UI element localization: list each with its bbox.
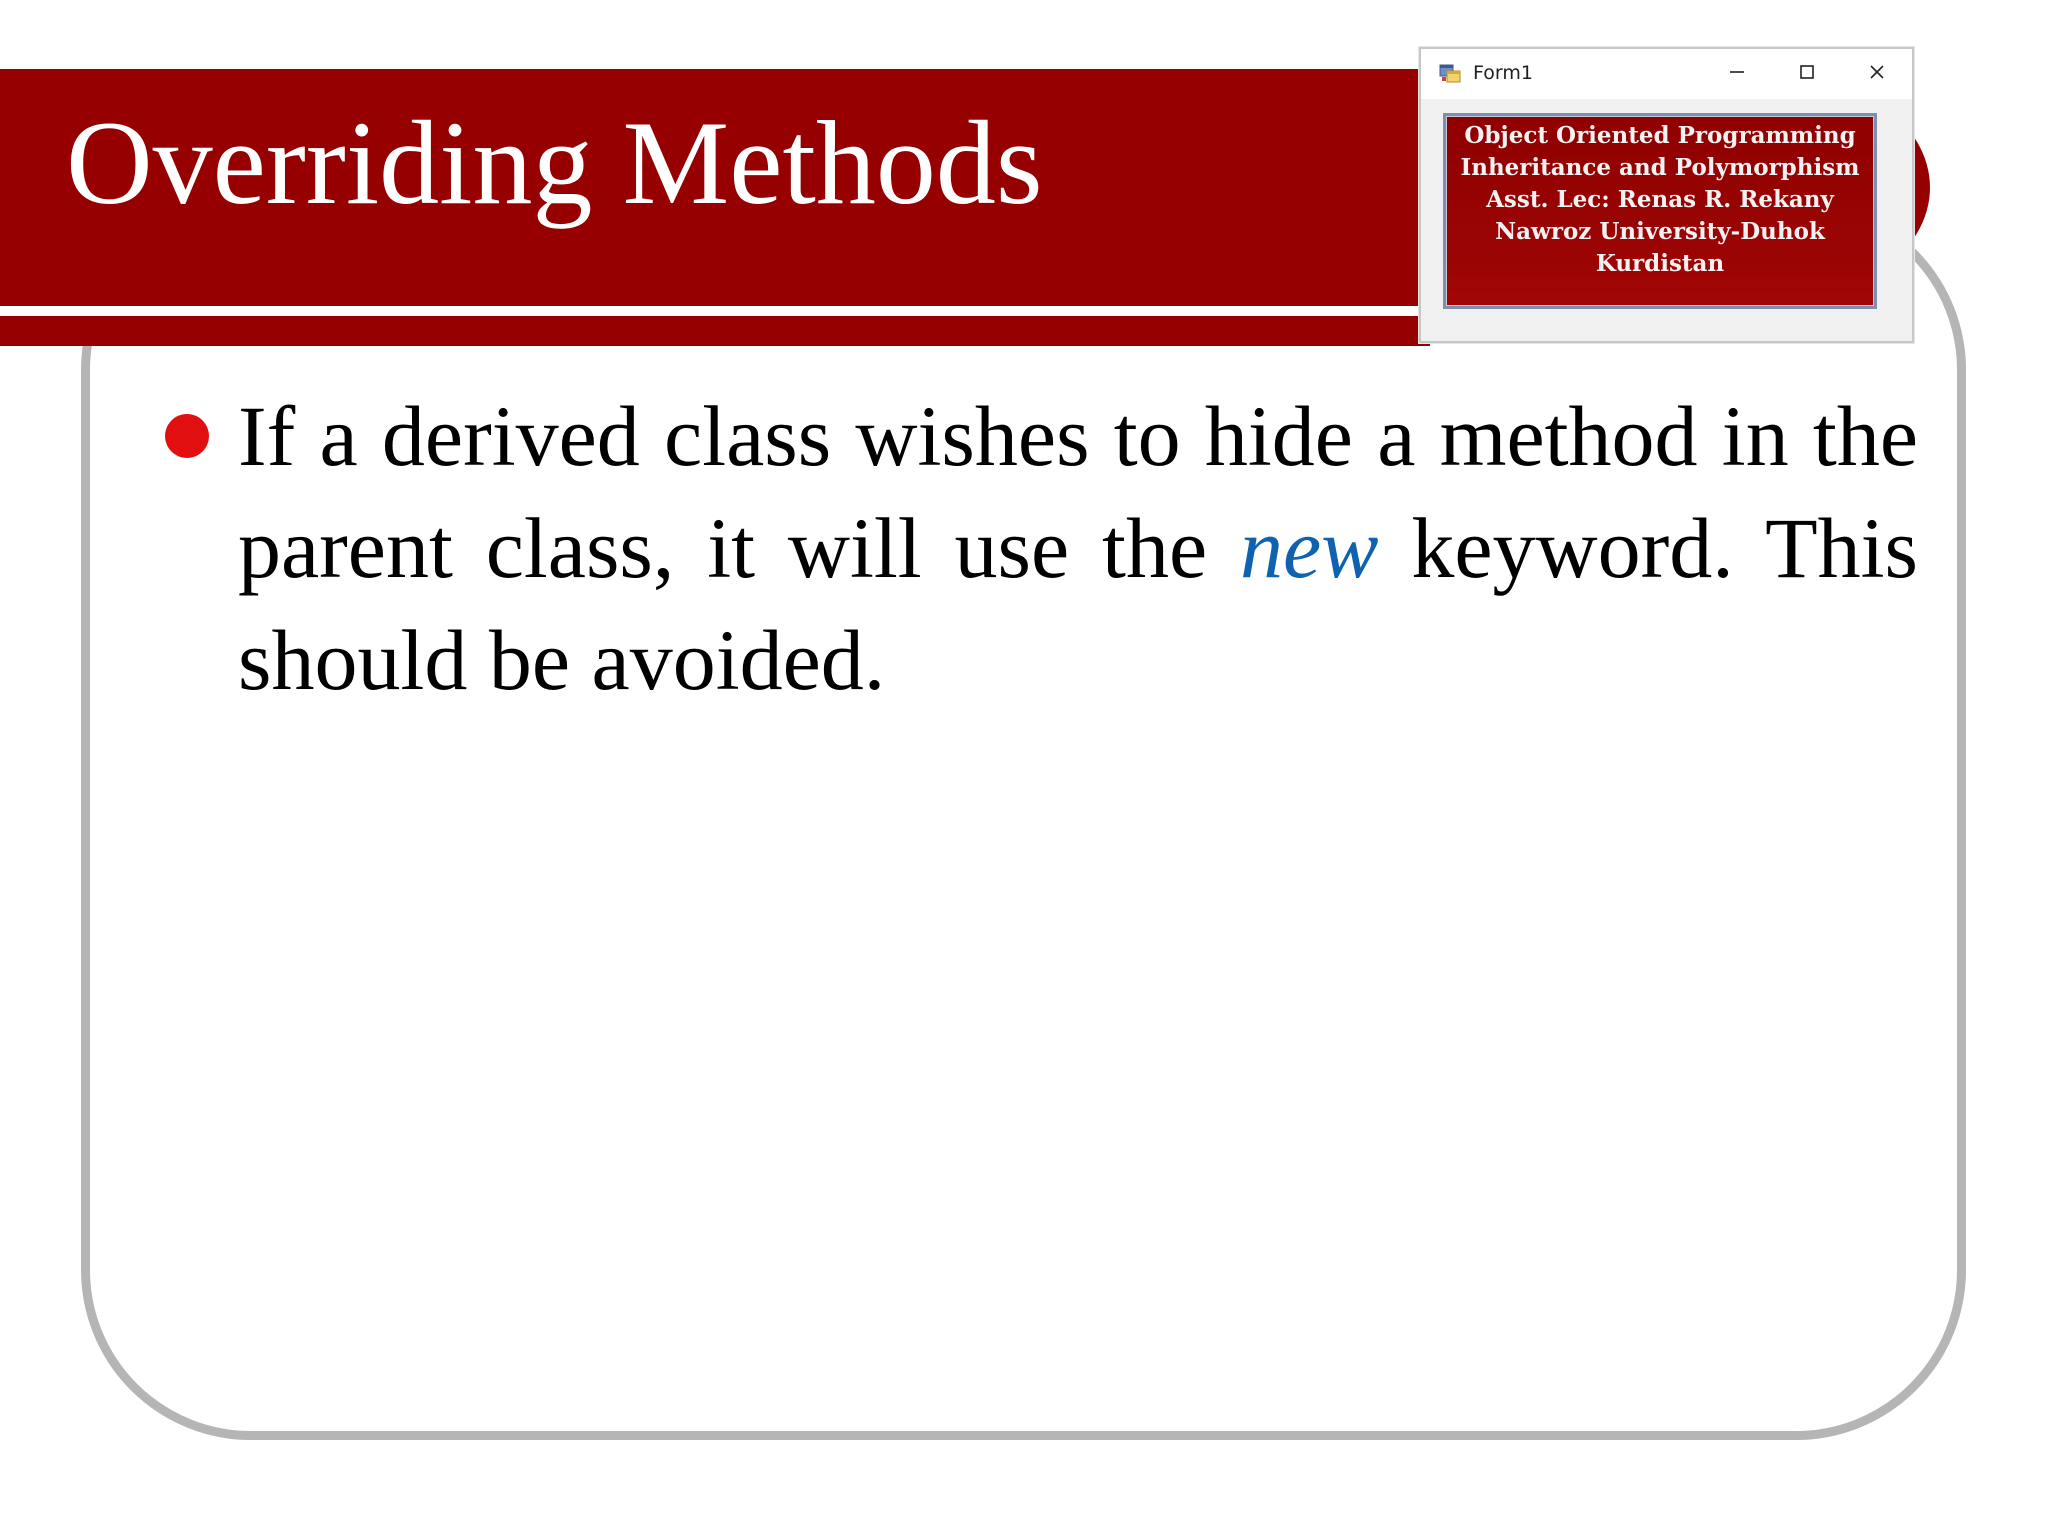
maximize-icon <box>1798 63 1816 81</box>
bullet-dot <box>165 414 209 458</box>
label-line-lecturer: Asst. Lec: Renas R. Rekany <box>1486 186 1834 213</box>
form-app-icon <box>1439 62 1461 84</box>
title-under-bar <box>0 316 1430 346</box>
title-divider-line <box>0 306 1430 316</box>
label-line-university: Nawroz University-Duhok <box>1495 218 1825 245</box>
form-title: Form1 <box>1473 62 1533 84</box>
bullet-text-after: keyword. This should be avoided. <box>238 500 1918 708</box>
bullet-text <box>238 380 1918 716</box>
keyword-new: new <box>1239 500 1379 596</box>
close-button[interactable] <box>1842 49 1912 95</box>
form-titlebar[interactable] <box>1421 49 1912 99</box>
form1-window[interactable] <box>1419 47 1914 343</box>
minimize-icon <box>1728 63 1746 81</box>
close-icon <box>1868 63 1886 81</box>
info-label-lines <box>1446 120 1874 280</box>
label-line-topic: Inheritance and Polymorphism <box>1460 154 1860 181</box>
bullet-text-before: If a derived class wishes to hide a method in the parent class, it will use the <box>238 388 1918 596</box>
slide-title: Overriding Methods <box>66 96 1043 229</box>
minimize-button[interactable] <box>1702 49 1772 95</box>
label-line-course: Object Oriented Programming <box>1464 122 1856 149</box>
info-label <box>1443 113 1877 309</box>
label-line-region: Kurdistan <box>1595 250 1725 277</box>
maximize-button[interactable] <box>1772 49 1842 95</box>
